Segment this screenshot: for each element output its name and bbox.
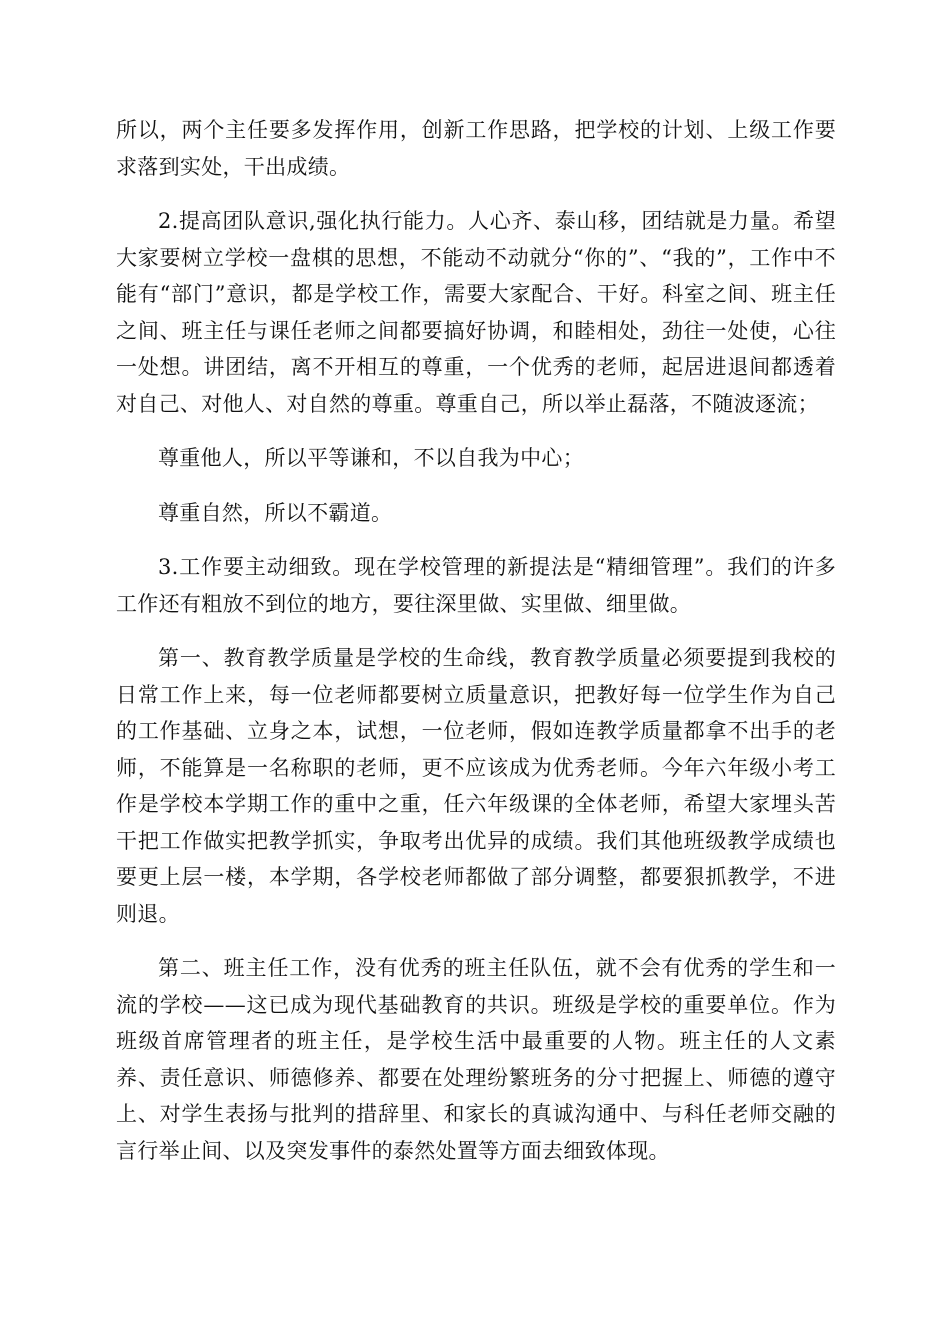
paragraph-6: 第一、教育教学质量是学校的生命线，教育教学质量必须要提到我校的日常工作上来，每一位老师都要树立质量意识，把教好每一位学生作为自己的工作基础、立身之本，试想，一位老师，假如连教学质量都拿不出手的老师，不能算是一名称职的老师，更不应该成为优秀老师。今年六年级小考工作是学校本学期工作的重中之重，任六年级课的全体老师，希望大家埋头苦干把工作做实把教学抓实，争取考出优异的成绩。我们其他班级教学成绩也要更上层一楼，本学期，各学校老师都做了部分调整，都要狠抓教学，不进则退。 <box>116 646 836 926</box>
document-page <box>116 112 836 1187</box>
paragraph-2: 2.提高团队意识,强化执行能力。人心齐、泰山移，团结就是力量。希望大家要树立学校一盘棋的思想，不能动不动就分“你的”、“我的”，工作中不能有“部门”意识，都是学校工作，需要大家配合、干好。科室之间、班主任之间、班主任与课任老师之间都要搞好协调，和睦相处，劲往一处使，心往一处想。讲团结，离不开相互的尊重，一个优秀的老师，起居进退间都透着对自己、对他人、对自然的尊重。尊重自己，所以举止磊落，不随波逐流； <box>116 209 836 416</box>
paragraph-5: 3.工作要主动细致。现在学校管理的新提法是“精细管理”。我们的许多工作还有粗放不到位的地方，要往深里做、实里做、细里做。 <box>116 555 836 616</box>
paragraph-4: 尊重自然，所以不霸道。 <box>158 500 393 525</box>
paragraph-7: 第二、班主任工作，没有优秀的班主任队伍，就不会有优秀的学生和一流的学校——这已成为现代基础教育的共识。班级是学校的重要单位。作为班级首席管理者的班主任，是学校生活中最重要的人物。班主任的人文素养、责任意识、师德修养、都要在处理纷繁班务的分寸把握上、师德的遵守上、对学生表扬与批判的措辞里、和家长的真诚沟通中、与科任老师交融的言行举止间、以及突发事件的泰然处置等方面去细致体现。 <box>116 956 836 1163</box>
paragraph-1: 所以，两个主任要多发挥作用，创新工作思路，把学校的计划、上级工作要求落到实处，干出成绩。 <box>116 118 836 179</box>
paragraph-3: 尊重他人，所以平等谦和，不以自我为中心； <box>158 446 584 470</box>
